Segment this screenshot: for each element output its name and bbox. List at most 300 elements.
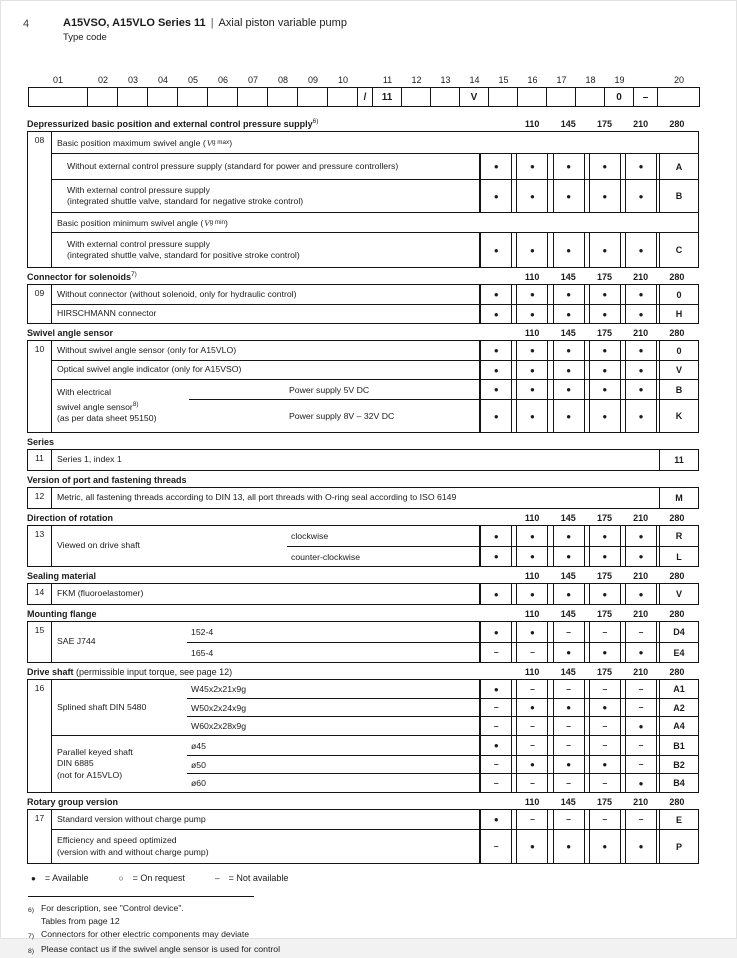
type-code-position-label: 09 [307, 75, 318, 85]
availability-cell: ● [480, 584, 512, 604]
description-line: With external control pressure supply [67, 238, 210, 249]
type-code-position-label: 17 [556, 75, 567, 85]
section-13 [27, 511, 736, 567]
description-cell [52, 180, 480, 212]
code-cell: D4 [659, 622, 698, 642]
code-cell: P [659, 830, 698, 863]
availability-cell: – [553, 736, 585, 755]
size-col-header: 175 [596, 797, 612, 807]
page-subtitle: Type code [63, 32, 107, 43]
availability-cell: ● [480, 305, 512, 323]
description-line: Power supply 8V – 32V DC [289, 411, 395, 421]
availability-cell: ● [480, 341, 512, 360]
availability-cell: ● [625, 547, 657, 566]
code-cell: V [659, 361, 698, 379]
type-code-cell [576, 74, 605, 107]
row-content [52, 829, 698, 863]
type-code-grid [28, 74, 736, 107]
section-header [27, 270, 736, 282]
type-code-value-box [208, 87, 238, 107]
availability-cell: ● [516, 547, 548, 566]
size-col-header: 110 [524, 667, 540, 677]
availability-cell: ● [553, 305, 585, 323]
availability-cell: ● [625, 774, 657, 792]
availability-cells [480, 584, 659, 604]
type-code-value-box [431, 87, 460, 107]
description-cell [52, 285, 480, 304]
row-number: 15 [28, 622, 52, 662]
row-number: 11 [28, 450, 52, 470]
code-cell: E4 [659, 643, 698, 662]
row-number: 17 [28, 810, 52, 829]
type-code-position-label [358, 74, 373, 87]
availability-cell: ● [480, 810, 512, 829]
section-title-text: Drive shaft [27, 667, 74, 677]
availability-cell: ● [589, 285, 621, 304]
description-cell [52, 488, 659, 508]
legend-symbol: – [214, 873, 220, 883]
group-label-text: Viewed on drive shaft [57, 540, 140, 551]
type-code-cell [634, 74, 658, 107]
code-cell: L [659, 547, 698, 566]
size-col-header: 280 [669, 571, 685, 581]
row-content [52, 584, 698, 604]
availability-cell: ● [625, 830, 657, 863]
availability-cells [480, 756, 659, 773]
row-content [52, 810, 698, 829]
section-table [27, 131, 699, 268]
row-content [52, 212, 698, 232]
size-col-header: 110 [524, 119, 540, 129]
type-code-position-label: 18 [585, 75, 596, 85]
description-line: Series 1, index 1 [57, 454, 122, 465]
title-separator: | [210, 17, 214, 29]
section-header [27, 665, 736, 677]
type-code-value-box [28, 87, 88, 107]
code-cell: 11 [659, 450, 698, 470]
type-code-value-box: 11 [373, 87, 402, 107]
variable-subscript: g max [212, 139, 230, 146]
section-header [27, 435, 736, 447]
description-cell [187, 756, 480, 773]
table-row [28, 232, 698, 267]
code-cell: R [659, 526, 698, 546]
availability-cell: – [480, 717, 512, 735]
availability-cell: ● [553, 380, 585, 399]
size-col-header: 210 [633, 609, 649, 619]
type-code-cell [118, 74, 148, 107]
group-label-line [57, 747, 183, 759]
availability-cell: ● [553, 526, 585, 546]
description-line: (version with and without charge pump) [57, 846, 209, 857]
description-line: Efficiency and speed optimized [57, 835, 177, 845]
availability-cell: ● [589, 361, 621, 379]
row-group [52, 680, 698, 735]
type-code-position-label: 06 [217, 75, 228, 85]
description-cell [52, 830, 480, 863]
group-label-line [57, 758, 183, 770]
type-code-sections [1, 117, 736, 864]
availability-cells [480, 699, 659, 716]
size-col-header: 175 [596, 328, 612, 338]
availability-cell: ● [553, 830, 585, 863]
availability-cell: – [480, 643, 512, 662]
code-cell: V [659, 584, 698, 604]
row-content [52, 680, 698, 735]
availability-cells [480, 233, 659, 267]
section-17 [27, 795, 736, 864]
availability-cell: ● [625, 526, 657, 546]
type-code-position-label: 04 [157, 75, 168, 85]
type-code-cell [547, 74, 576, 107]
size-col-header: 280 [669, 272, 685, 282]
page-number: 4 [23, 18, 30, 30]
type-code-position-label: 05 [187, 75, 198, 85]
availability-cell: ● [589, 830, 621, 863]
code-cell: A [659, 154, 698, 179]
row-content [52, 179, 698, 212]
availability-cell: ● [589, 526, 621, 546]
row-content [52, 622, 698, 662]
table-row [28, 379, 698, 432]
availability-cell: ● [480, 154, 512, 179]
row-number [28, 153, 52, 179]
section-title [27, 609, 514, 619]
footnote [28, 928, 736, 943]
code-cell: B2 [659, 756, 698, 773]
section-header [27, 511, 736, 523]
type-code-cell [328, 74, 358, 107]
availability-cell: – [625, 699, 657, 716]
type-code-value-box: / [358, 87, 373, 107]
section-16 [27, 665, 736, 793]
description-line: Metric, all fastening threads according to DIN 13, all port threads with O-ring seal according to ISO 6149 [57, 492, 457, 503]
availability-cell: ● [553, 154, 585, 179]
description-cell [187, 680, 480, 698]
availability-cell: ● [589, 154, 621, 179]
footnote-line: For description, see "Control device". [41, 903, 184, 913]
size-col-header: 175 [596, 609, 612, 619]
footnote-text [41, 928, 249, 943]
availability-cell: ● [625, 643, 657, 662]
type-code-value-box [178, 87, 208, 107]
table-row [28, 829, 698, 863]
description-line: HIRSCHMANN connector [57, 308, 157, 319]
type-code-value-box [518, 87, 547, 107]
group-label-text: SAE J744 [57, 636, 96, 647]
section-table [27, 525, 699, 567]
availability-cell: ● [480, 622, 512, 642]
legend [31, 873, 736, 883]
row-number: 12 [28, 488, 52, 508]
description-line: Without swivel angle sensor (only for A15VLO) [57, 344, 237, 355]
section-table [27, 340, 699, 433]
footnote-number: 8) [28, 948, 35, 955]
size-col-header: 175 [596, 119, 612, 129]
type-code-value-box: 0 [605, 87, 634, 107]
size-col-header: 145 [560, 513, 576, 523]
type-code-value-box [238, 87, 268, 107]
section-header [27, 473, 736, 485]
availability-cell: ● [553, 400, 585, 432]
availability-cell: ● [553, 180, 585, 212]
variable-subscript: g min [209, 219, 226, 226]
description-line: FKM (fluoroelastomer) [57, 588, 144, 599]
row-number: 14 [28, 584, 52, 604]
row-content [52, 153, 698, 179]
description-cell [52, 584, 480, 604]
type-code-value-box [576, 87, 605, 107]
section-title-text: Rotary group version [27, 797, 119, 807]
row-number [28, 829, 52, 863]
type-code-value-box [268, 87, 298, 107]
section-title-text: Swivel angle sensor [27, 328, 114, 338]
type-code-value-box [298, 87, 328, 107]
availability-cell: – [553, 680, 585, 698]
code-cell: 0 [659, 285, 698, 304]
footnote-line: Tables from page 12 [41, 916, 120, 926]
section-table [27, 583, 699, 605]
availability-cell: ● [589, 643, 621, 662]
availability-cell: ● [553, 699, 585, 716]
availability-cell: ● [553, 643, 585, 662]
availability-cell: ● [516, 699, 548, 716]
availability-cell: – [589, 774, 621, 792]
availability-cell: – [589, 736, 621, 755]
description-line: clockwise [291, 531, 329, 541]
product-name: A15VSO, A15VLO Series 11 [63, 17, 206, 29]
description-cell [287, 526, 480, 546]
availability-cell: ● [625, 400, 657, 432]
description-line: 165-4 [191, 647, 214, 658]
group-label [52, 622, 187, 662]
type-code-position-label: 12 [411, 75, 422, 85]
availability-cell: – [553, 717, 585, 735]
size-col-header: 210 [633, 667, 649, 677]
row-number [28, 232, 52, 267]
row-content [52, 341, 698, 360]
availability-cell: ● [553, 285, 585, 304]
availability-cell: ● [625, 361, 657, 379]
size-column-headers [514, 797, 695, 807]
table-row [28, 584, 698, 604]
footnote-text [41, 902, 184, 928]
group-label-text: (not for A15VLO) [57, 769, 123, 780]
group-items [187, 680, 698, 735]
type-code-cell [658, 74, 700, 107]
availability-cell: – [516, 680, 548, 698]
availability-cells [480, 622, 659, 642]
size-col-header: 110 [524, 513, 540, 523]
availability-cells [480, 830, 659, 863]
size-col-header: 145 [560, 328, 576, 338]
section-title-text: Mounting flange [27, 609, 97, 619]
type-code-cell [88, 74, 118, 107]
footnote-line: Please contact us if the swivel angle sensor is used for control [41, 944, 281, 954]
row-group [52, 622, 698, 662]
availability-cells [480, 526, 659, 546]
sub-header-pre: Basic position maximum swivel angle ( [57, 137, 206, 148]
row-content [52, 232, 698, 267]
group-label [52, 380, 189, 432]
availability-cells [480, 180, 659, 212]
size-col-header: 145 [560, 119, 576, 129]
table-row [189, 380, 698, 399]
section-table [27, 621, 699, 663]
row-number: 09 [28, 285, 52, 304]
description-cell [52, 361, 480, 379]
type-code-position-label: 07 [247, 75, 258, 85]
type-code-value-box [489, 87, 518, 107]
availability-cell: ● [553, 756, 585, 773]
table-row [28, 285, 698, 304]
table-row [28, 622, 698, 662]
row-group [52, 526, 698, 566]
availability-cell: ● [516, 154, 548, 179]
availability-cell: ● [553, 361, 585, 379]
table-row [28, 153, 698, 179]
row-content [52, 304, 698, 323]
availability-cells [480, 774, 659, 792]
sub-header-post: ) [225, 217, 228, 228]
row-number [28, 304, 52, 323]
availability-cell: ● [589, 400, 621, 432]
description-line: 152-4 [191, 627, 214, 637]
row-number: 10 [28, 341, 52, 360]
availability-cell: – [480, 756, 512, 773]
description-cell [52, 341, 480, 360]
group-label [52, 680, 187, 735]
sub-header-text [52, 132, 698, 153]
legend-item [31, 873, 88, 883]
availability-cell: – [516, 717, 548, 735]
sub-header-post: ) [229, 137, 233, 148]
availability-cell: ● [480, 526, 512, 546]
type-code-value-box: V [460, 87, 489, 107]
code-cell: E [659, 810, 698, 829]
section-title-text: Depressurized basic position and external control pressure supply [27, 119, 313, 129]
size-col-header: 175 [596, 272, 612, 282]
size-col-header: 280 [669, 328, 685, 338]
legend-item [118, 873, 184, 883]
group-items [189, 380, 698, 432]
page-header [23, 17, 736, 43]
description-line: Power supply 5V DC [289, 384, 370, 395]
size-col-header: 110 [524, 797, 540, 807]
description-line: Without connector (without solenoid, only for hydraulic control) [57, 288, 297, 299]
availability-cell: ● [516, 233, 548, 267]
code-cell: M [659, 488, 698, 508]
section-table [27, 284, 699, 324]
table-row [28, 680, 698, 735]
section-10 [27, 326, 736, 433]
section-header [27, 569, 736, 581]
availability-cell: ● [480, 180, 512, 212]
size-col-header: 145 [560, 667, 576, 677]
availability-cell: ● [625, 305, 657, 323]
availability-cell: ● [625, 341, 657, 360]
availability-cell: ● [589, 341, 621, 360]
availability-cell: – [553, 774, 585, 792]
type-code-cell [148, 74, 178, 107]
availability-cell: – [553, 810, 585, 829]
table-row [28, 304, 698, 323]
availability-cells [480, 547, 659, 566]
type-code-position-label: 01 [52, 75, 63, 85]
availability-cell: – [625, 736, 657, 755]
availability-cell: ● [516, 830, 548, 863]
section-title-note: (permissible input torque, see page 12) [73, 667, 233, 677]
section-title [27, 437, 736, 447]
description-cell [189, 380, 480, 399]
availability-cells [480, 736, 659, 755]
row-number [28, 212, 52, 232]
availability-cell: – [516, 810, 548, 829]
availability-cell: ● [553, 233, 585, 267]
sub-header-row [28, 132, 698, 153]
availability-cell: ● [589, 380, 621, 399]
section-title-text: Version of port and fastening threads [27, 475, 187, 485]
section-header [27, 795, 736, 807]
type-code-position-label: 15 [498, 75, 509, 85]
legend-text: = Not available [228, 873, 289, 883]
availability-cell: ● [480, 547, 512, 566]
sub-header-text [52, 213, 698, 232]
section-14 [27, 569, 736, 605]
description-line: W50x2x24x9g [191, 702, 247, 713]
availability-cell: ● [553, 584, 585, 604]
availability-cells [480, 717, 659, 735]
type-code-value-box [658, 87, 700, 107]
section-title [27, 271, 514, 282]
availability-cells [480, 361, 659, 379]
table-row [187, 736, 698, 755]
type-code-position-label: 19 [614, 75, 625, 85]
footnote [28, 943, 736, 958]
table-row [28, 450, 698, 470]
type-code-cell [238, 74, 268, 107]
section-title-text: Sealing material [27, 571, 97, 581]
description-cell [52, 305, 480, 323]
description-line: W45x2x21x9g [191, 684, 247, 694]
table-row [187, 755, 698, 773]
availability-cell: ● [625, 380, 657, 399]
size-col-header: 280 [669, 667, 685, 677]
code-cell: A4 [659, 717, 698, 735]
section-11 [27, 435, 736, 471]
availability-cells [480, 680, 659, 698]
type-code-value-box [118, 87, 148, 107]
description-cell [52, 450, 659, 470]
row-content [52, 360, 698, 379]
type-code-cell [28, 74, 88, 107]
availability-cell: ● [516, 400, 548, 432]
type-code-value-box [328, 87, 358, 107]
code-cell: K [659, 400, 698, 432]
size-col-header: 280 [669, 513, 685, 523]
row-group [52, 736, 698, 792]
availability-cell: ● [480, 361, 512, 379]
description-cell [52, 154, 480, 179]
availability-cell: ● [516, 305, 548, 323]
row-content [52, 735, 698, 792]
availability-cells [480, 400, 659, 432]
size-col-header: 145 [560, 272, 576, 282]
availability-cell: ● [553, 341, 585, 360]
footnotes [28, 902, 736, 958]
type-code-position-label: 08 [277, 75, 288, 85]
size-column-headers [514, 609, 695, 619]
